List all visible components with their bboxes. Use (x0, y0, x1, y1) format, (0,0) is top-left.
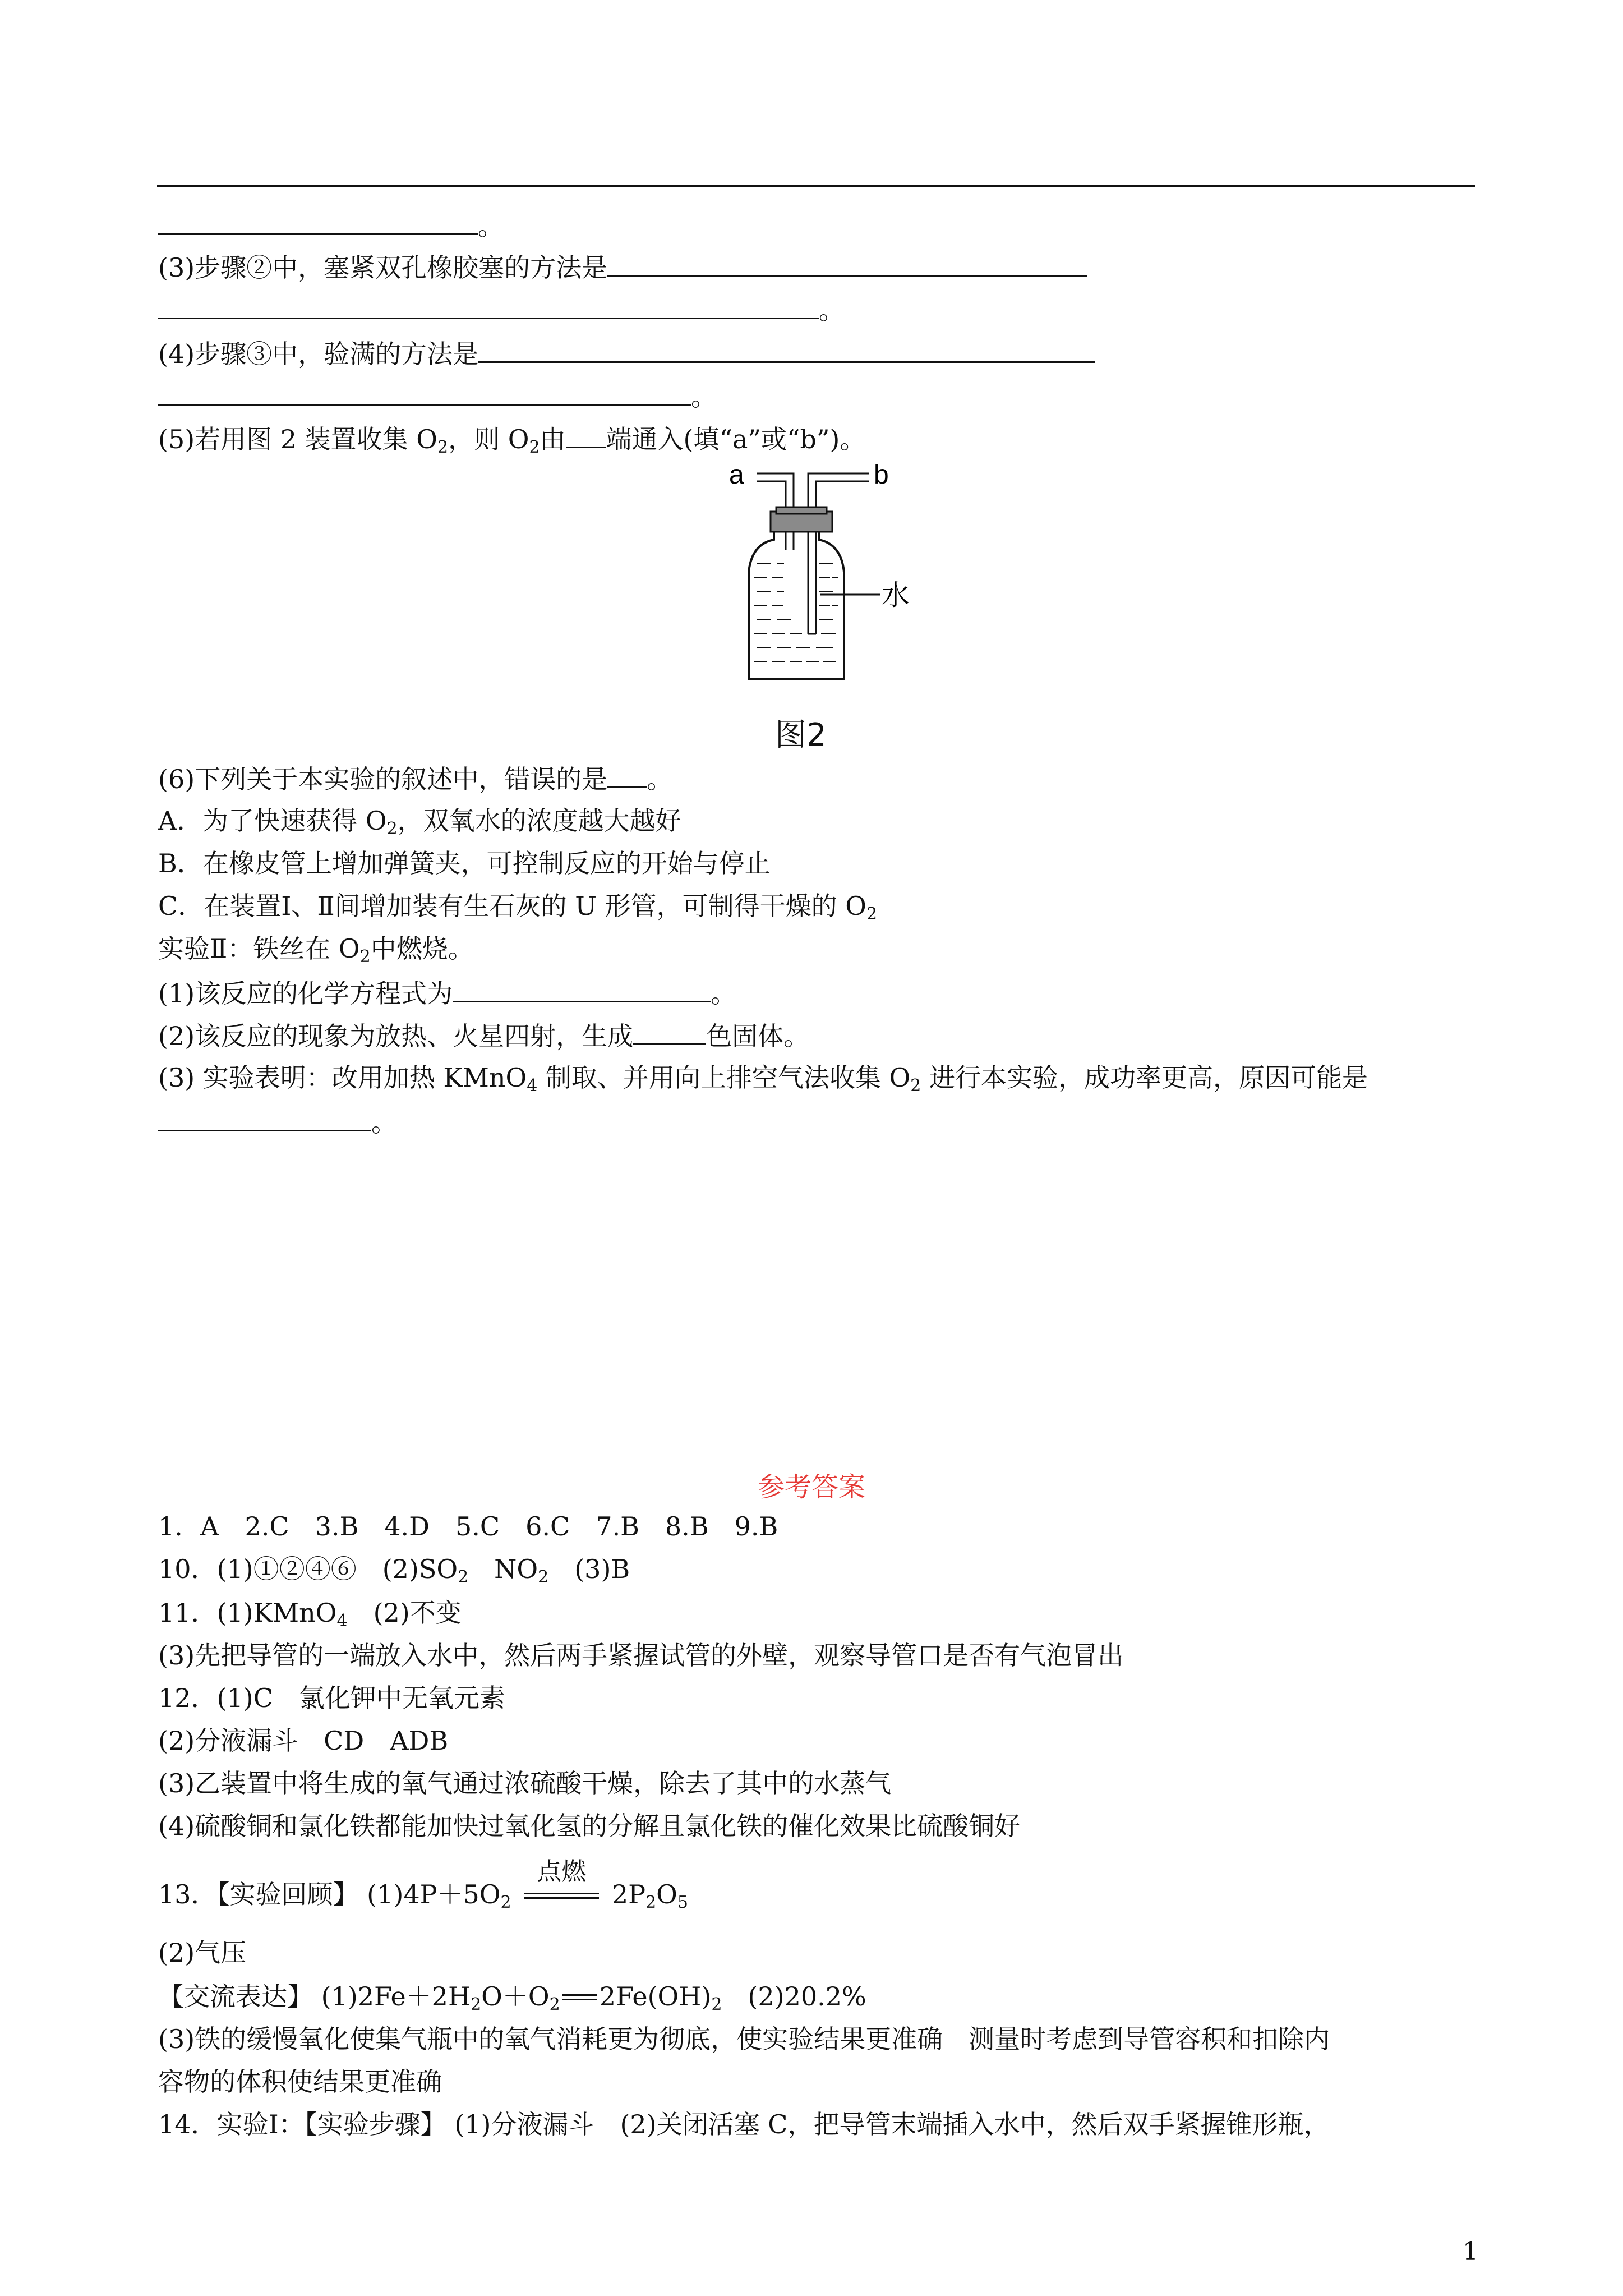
answer-blank-line[interactable] (157, 185, 1475, 187)
equals-sign (560, 1980, 600, 2013)
answer-line: (3)乙装置中将生成的氧气通过浓硫酸干燥，除去了其中的水蒸气 (158, 1768, 892, 1798)
answer-blank[interactable] (158, 293, 819, 319)
answer-blank[interactable] (453, 976, 711, 1002)
experiment-2-heading: 实验Ⅱ：铁丝在 $O_2$中燃烧。 (158, 933, 474, 967)
answer-blank[interactable] (158, 1105, 371, 1131)
question-4: (4)步骤③中，验满的方法是 (158, 337, 1095, 370)
question-3-cont: 。 (158, 293, 845, 326)
answer-blank[interactable] (607, 250, 1087, 277)
answer-line: 12．(1)C 氯化钾中无氧元素 (158, 1683, 505, 1713)
experiment-2-q1: (1)该反应的化学方程式为 。 (158, 976, 736, 1010)
figure-caption: 图2 (775, 717, 827, 753)
answer-line: 10．(1)①②④⑥ $(2)SO_2$ $NO_2$ (3)B (158, 1554, 630, 1587)
label-water: 水 (882, 579, 910, 611)
question-5: (5)若用图 2 装置收集 $O_2$，则 $O_2$由 端通入(填“a”或“b”)。 (158, 422, 865, 455)
answer-blank[interactable] (566, 422, 606, 448)
experiment-2-q2: (2)该反应的现象为放热、火星四射，生成 色固体。 (158, 1019, 809, 1052)
answer-line: (3)铁的缓慢氧化使集气瓶中的氧气消耗更为彻底，使实验结果更准确 测量时考虑到导管容积和扣除内 (158, 2024, 1330, 2054)
reaction-condition: 点燃 (519, 1878, 603, 1911)
option-b: B．在橡皮管上增加弹簧夹，可控制反应的开始与停止 (158, 848, 771, 878)
question-4-cont: 。 (158, 379, 717, 413)
answer-line: 14．实验Ⅰ：【实验步骤】 (1)分液漏斗 (2)关闭活塞 C，把导管末端插入水中，然后双手紧握锥形瓶， (158, 2109, 1330, 2139)
answer-blank-line-end: 。 (158, 209, 504, 242)
experiment-2-q3: (3) 实验表明：改用加热 KMnO$_4$ 制取、并用向上排空气法收集 $O_2$ 进行本实验，成功率更高，原因可能是 (158, 1062, 1368, 1096)
answer-blank[interactable] (158, 379, 691, 406)
label-a: a (729, 460, 744, 490)
answer-line-equation: 13．【实验回顾】 $(1)4P+5O_2$ 点燃 $2P_2O_5$ (158, 1857, 688, 1912)
answer-blank[interactable] (158, 209, 478, 235)
answer-line: 1．A 2.C 3.B 4.D 5.C 6.C 7.B 8.B 9.B (158, 1511, 778, 1542)
answer-line: 容物的体积使结果更准确 (158, 2067, 442, 2097)
question-3: (3)步骤②中，塞紧双孔橡胶塞的方法是 (158, 250, 1087, 284)
figure-2-gas-bottle (718, 460, 942, 690)
label-b: b (874, 460, 889, 490)
answer-line: (4)硫酸铜和氯化铁都能加快过氧化氢的分解且氯化铁的催化效果比硫酸铜好 (158, 1811, 1021, 1841)
answer-blank[interactable] (478, 337, 1095, 363)
answer-line: 11．(1)KMnO$_4$ (2)不变 (158, 1598, 462, 1631)
answer-line: (3)先把导管的一端放入水中，然后两手紧握试管的外壁，观察导管口是否有气泡冒出 (158, 1640, 1124, 1671)
water-dashes (754, 564, 838, 662)
page-number: 1 (1463, 2237, 1478, 2266)
answer-line: (2)气压 (158, 1938, 247, 1968)
answer-line: 【交流表达】 $(1)2Fe+2H_2O+O_2$ $2Fe(OH)_2$ (2)20.2% (158, 1981, 866, 2014)
answer-line: (2)分液漏斗 CD ADB (158, 1726, 449, 1756)
option-a: A．为了快速获得 $O_2$，双氧水的浓度越大越好 (158, 806, 681, 839)
answers-title: 参考答案 (757, 1471, 865, 1503)
option-c: C．在装置Ⅰ、Ⅱ间增加装有生石灰的 U 形管，可制得干燥的 $O_2$ (158, 891, 878, 924)
question-6: (6)下列关于本实验的叙述中，错误的是 。 (158, 762, 672, 795)
answer-blank[interactable] (607, 762, 647, 788)
answer-blank[interactable] (633, 1019, 706, 1045)
experiment-2-q3-cont: 。 (158, 1105, 397, 1139)
